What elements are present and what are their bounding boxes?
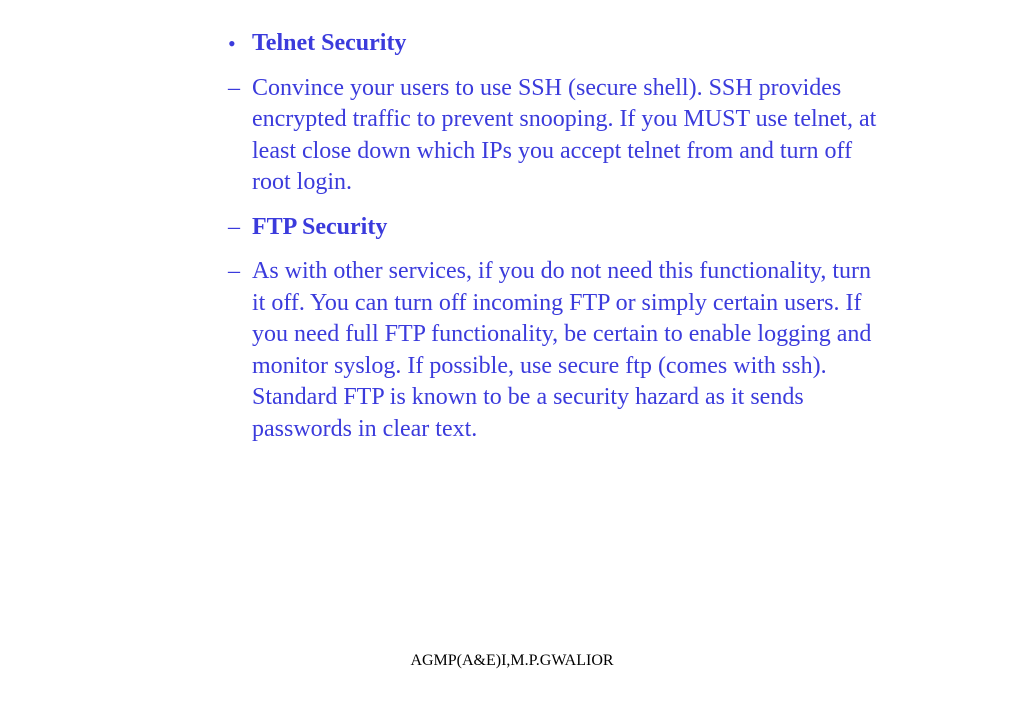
dash-marker: –	[228, 74, 240, 101]
paragraph-telnet-details: Convince your users to use SSH (secure shell). SSH provides encrypted traffic to prevent snooping. If you MUST use telnet, at least close down which IPs you accept telnet from and turn off root login.	[252, 74, 877, 195]
paragraph-ftp-details: As with other services, if you do not need this functionality, turn it off. You can turn off incoming FTP or simply certain users. If you need full FTP functionality, be certain to enable logging and monitor syslog. If possible, use secure ftp (comes with ssh). Standard FTP is known to be a security hazard as it sends passwords in clear text.	[252, 258, 872, 442]
dash-item-ftp-security	[226, 212, 946, 244]
slide-footer: AGMP(A&E)I,M.P.GWALIOR	[410, 652, 614, 669]
bullet-item-telnet-security	[226, 28, 946, 60]
dash-marker: –	[228, 258, 240, 284]
bullet-marker: •	[228, 31, 236, 56]
heading-ftp-security: FTP Security	[252, 213, 388, 240]
dash-item-ftp-details	[226, 256, 946, 445]
dash-item-telnet-details	[226, 73, 946, 199]
slide-content	[226, 28, 946, 458]
dash-marker: –	[228, 213, 240, 240]
heading-telnet-security: Telnet Security	[252, 30, 407, 56]
